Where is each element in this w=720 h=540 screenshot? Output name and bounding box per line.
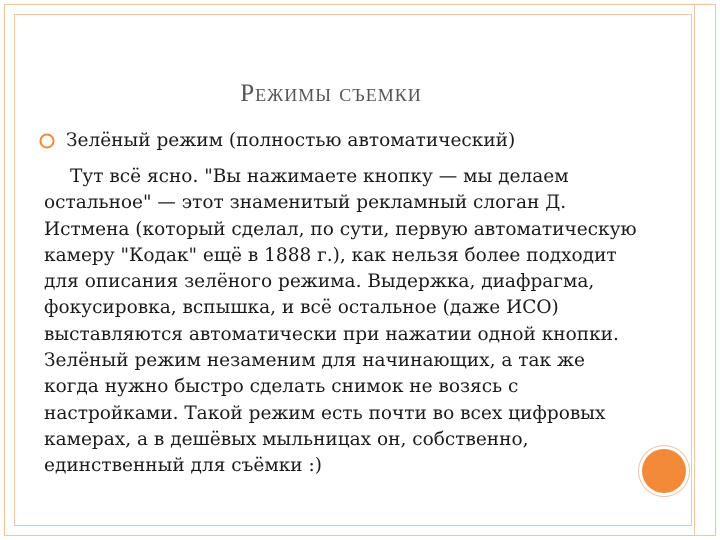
bullet-item <box>38 128 638 154</box>
slide-right-rule <box>694 4 695 536</box>
orange-circle-icon <box>642 449 686 493</box>
slide-body-text: Тут всё ясно. "Вы нажимаете кнопку — мы делаем остальное" — этот знаменитый рекламный слоган Д. Истмена (который сделал, по сути, первую автоматическую камеру "Кодак" ещё в 1888 г.), как нельзя более подходит для описания зелёного режима. Выдержка, диафрагма, фокусировка, вспышка, и всё остальное (даже ИСО) выставляются автоматически при нажатии одной кнопки. Зелёный режим незаменим для начинающих, а так же когда нужно быстро сделать снимок не возясь с настройками. Такой режим есть почти во всех цифровых камерах, а в дешёвых мыльницах он, собственно, единственный для съёмки :) <box>44 166 637 477</box>
bullet-text: Зелёный режим (полностью автоматический) <box>66 130 516 151</box>
slide-title: Режимы съемки <box>240 80 422 107</box>
circle-bullet-icon <box>38 132 56 150</box>
